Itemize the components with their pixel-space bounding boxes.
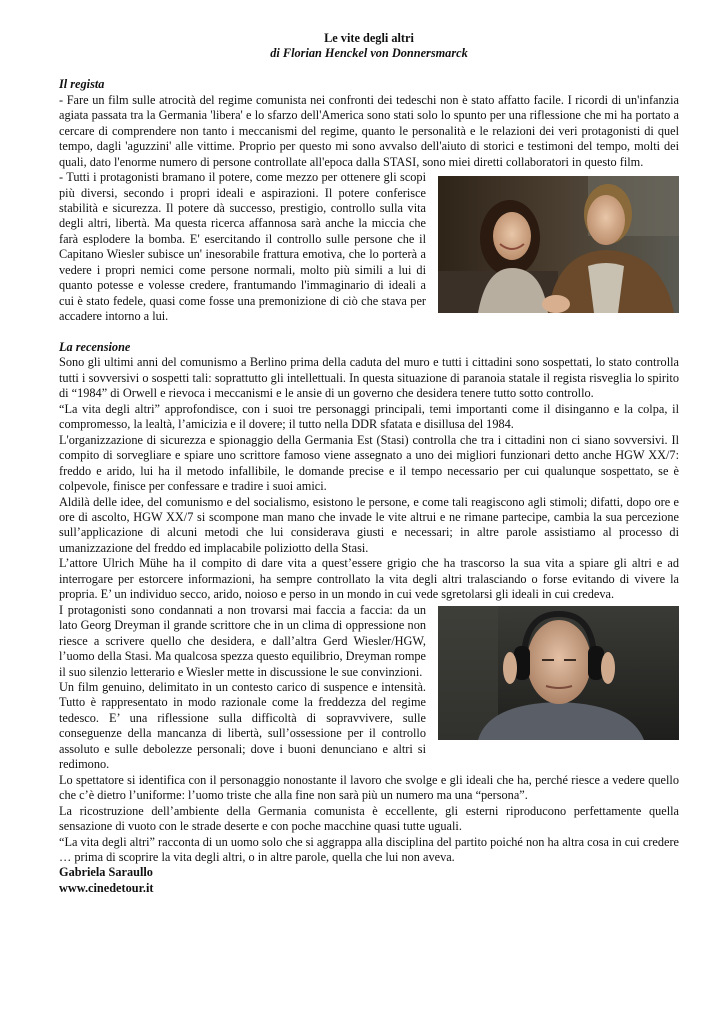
author-name: Gabriela Saraullo [59,865,153,880]
website-link[interactable]: www.cinedetour.it [59,880,154,895]
regista-paragraph: - Fare un film sulle atrocità del regime comunista nei confronti dei tedeschi non è stato affatto facile. I ricordi di un'infanzia agiata passata tra la Germania 'libera' e lo sfarzo dell'America sono stati solo lo spunto per una riflessione che mi ha portato a cercare di comprendere non tanto i meccanismi del regime, quanto le personalità e le relazioni dei veri protagonisti di quel tempo, dagli 'aguzzini' alle vittime. Proprio per questo mi sono avvalso dell'aiuto di storici e testimoni del tempo, molti dei quali, dato l'enorme numero di persone controllate all'epoca dalla STASI, sono miei diretti collaboratori in questo film. [59,92,679,169]
recensione-paragraph: La ricostruzione dell’ambiente della Germania comunista è eccellente, gli esterni riproducono perfettamente quella sensazione di vuoto con le strade deserte e con poche macchine quasi tutte uguali. [59,803,679,834]
recensione-paragraph: L'organizzazione di sicurezza e spionaggio della Germania Est (Stasi) controlla che tra i cittadini non ci siano sovversivi. Il compito di sorvegliare e spiare uno scrittore famoso viene assegnato a uno dei migliori funzionari detto anche HGW XX/7: freddo e arido, lui ha il metodo infallibile, le domande precise e il tempo necessario per cui qualunque sospettato, se è colpevole, finisce per confessare e tradire i suoi amici. [59,432,679,494]
recensione-paragraph: Aldilà delle idee, del comunismo e del socialismo, esistono le persone, e come tali reagiscono agli stimoli; difatti, dopo ore e ore di ascolto, HGW XX/7 si scompone man mano che invade le vite altrui e ne rimane partecipe, cambia la sua percezione sull’applicazione di alcuni metodi che lui considerava giusti e necessari; in altre parole assistiamo al processo di umanizzazione del freddo ed implacabile poliziotto della Stasi. [59,494,679,555]
recensione-paragraph: “La vita degli altri” racconta di un uomo solo che si aggrappa alla disciplina del partito poiché non ha altra cosa in cui credere … prima di scoprire la vita degli altri, o in altre parole, quella che lui non aveva. [59,834,679,864]
recensione-paragraph: Sono gli ultimi anni del comunismo a Berlino prima della caduta del muro e tutti i cittadini sono sospettati, lo stato controlla tutti i sovversivi o sospetti tali: soprattutto gli intellettuali. In questa situazione di paranoia statale il regista risveglia lo spirito di “1984” di Orwell e rievoca i meccanismi e le ansie di un governo che desidera tenere tutto sotto controllo. [59,355,679,401]
spacer [59,325,679,340]
recensione-paragraph: I protagonisti sono condannati a non trovarsi mai faccia a faccia: da un lato Georg Dreyman il grande scrittore che in un clima di oppressione non riesce a scrivere quello che desidera, e dall’altra Gerd Wiesler/HGW, l’uomo della Stasi. Ma qualcosa spezza questo equilibrio, Dreyman rompe il suo silenzio letterario e Wiesler mette in discussione le sue convinzioni. [59,602,426,679]
article-title: Le vite degli altri [324,31,414,45]
recensione-paragraph: “La vita degli altri” approfondisce, con i suoi tre personaggi principali, temi importanti come il disinganno e la colpa, il compromesso, la lealtà, l’amicizia e il dovere; il tutto nella DDR sfatata e disillusa del 1984. [59,401,679,432]
film-still-couple-photo [438,176,679,313]
regista-paragraph: - Tutti i protagonisti bramano il potere, come mezzo per ottenere gli scopi più diversi, secondo i propri ideali e aspirazioni. Il potere conferisce stabilità e sicurezza. Il potere dà successo, prestigio, controllo sulla vita degli altri, libertà. Ma questa ricerca affannosa sarà anche la miccia che farà esplodere la bomba. E' esercitando il controllo sulle persone che il Capitano Wiesler subisce un' inesorabile frattura emotiva, che lo porterà a vedere i propri nemici come persone normali, molto più simili a lui di quanto potesse e volesse credere, frantumando l'immaginario di ideali a cui è stato fedele, quasi come fosse una premonizione di ciò che stava per accadere intorno a lui. [59,170,426,324]
recensione-paragraph: L’attore Ulrich Mühe ha il compito di dare vita a quest’essere grigio che ha trascorso la sua vita a spiare gli altri e ad interrogare per estorcere informazioni, ha sempre controllato la vita degli altri tralasciando o forse evitando di vivere la propria. E’ un individuo secco, arido, noioso e perso in un mondo in cui vede sgretolarsi gli ideali in cui credeva. [59,556,679,602]
recensione-paragraph: Lo spettatore si identifica con il personaggio nonostante il lavoro che svolge e gli ideali che ha, perché riesce a vedere quello che c’è dietro l’uniforme: l’uomo triste che alla fine non sarà più un numero ma una “persona”. [59,772,679,803]
section-heading-recensione: La recensione [59,340,131,355]
recensione-paragraph: Un film genuino, delimitato in un contesto carico di suspence e intensità. Tutto è rappresentato in modo razionale come la freddezza del regime tedesco. E’ una riflessione sulla difficoltà di sopravvivere, sulle conseguenze della mancanza di libertà, sull’ossessione per il controllo assoluto e sulle debolezze personali; dove i buoni denunciano e altri si redimono. [59,680,426,772]
spacer [59,62,679,77]
article-subtitle: di Florian Henckel von Donnersmarck [270,46,468,61]
section-heading-regista: Il regista [59,77,105,92]
film-still-headphones-photo [438,606,679,740]
